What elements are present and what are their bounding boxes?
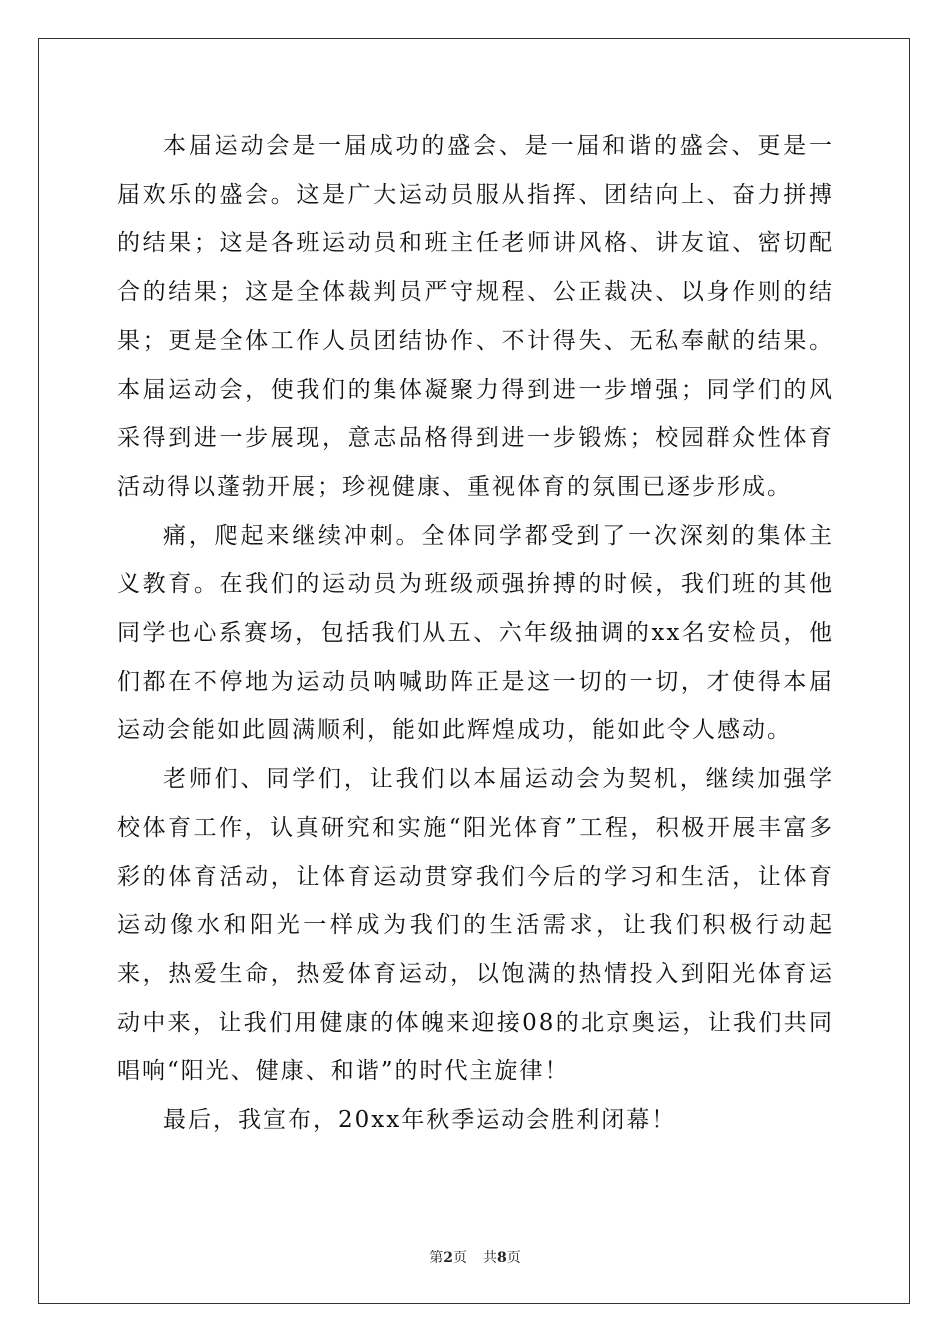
paragraph-4: 最后，我宣布，20xx年秋季运动会胜利闭幕！ <box>163 1107 677 1134</box>
paragraph-2: 痛，爬起来继续冲刺。全体同学都受到了一次深刻的集体主义教育。在我们的运动员为班级顽强拚搏的时候，我们班的其他同学也心系赛场，包括我们从五、六年级抽调的xx名安检员，他们都在不停地为运动员呐喊助阵正是这一切的一切，才使得本届运动会能如此圆满顺利，能如此辉煌成功，能如此令人感动。 <box>117 522 834 744</box>
document-body <box>117 122 834 1145</box>
total-page-count: 8 <box>497 1250 507 1266</box>
page-footer <box>0 1247 950 1267</box>
paragraph-1: 本届运动会是一届成功的盛会、是一届和谐的盛会、更是一届欢乐的盛会。这是广大运动员服从指挥、团结向上、奋力拼搏的结果；这是各班运动员和班主任老师讲风格、讲友谊、密切配合的结果；这是全体裁判员严守规程、公正裁决、以身作则的结果；更是全体工作人员团结协作、不计得失、无私奉献的结果。本届运动会，使我们的集体凝聚力得到进一步增强；同学们的风采得到进一步展现，意志品格得到进一步锻炼；校园群众性体育活动得以蓬勃开展；珍视健康、重视体育的氛围已逐步形成。 <box>117 133 834 500</box>
paragraph-3: 老师们、同学们，让我们以本届运动会为契机，继续加强学校体育工作，认真研究和实施“阳光体育”工程，积极开展丰富多彩的体育活动，让体育运动贯穿我们今后的学习和生活，让体育运动像水和阳光一样成为我们的生活需求，让我们积极行动起来，热爱生命，热爱体育运动，以饱满的热情投入到阳光体育运动中来，让我们用健康的体魄来迎接08的北京奥运，让我们共同唱响“阳光、健康、和谐”的时代主旋律！ <box>117 766 834 1085</box>
page-prefix: 第 <box>429 1250 444 1266</box>
total-suffix: 页 <box>506 1250 521 1266</box>
page-suffix: 页 <box>453 1250 467 1266</box>
total-prefix: 共 <box>483 1250 497 1266</box>
current-page-number: 2 <box>443 1250 453 1266</box>
